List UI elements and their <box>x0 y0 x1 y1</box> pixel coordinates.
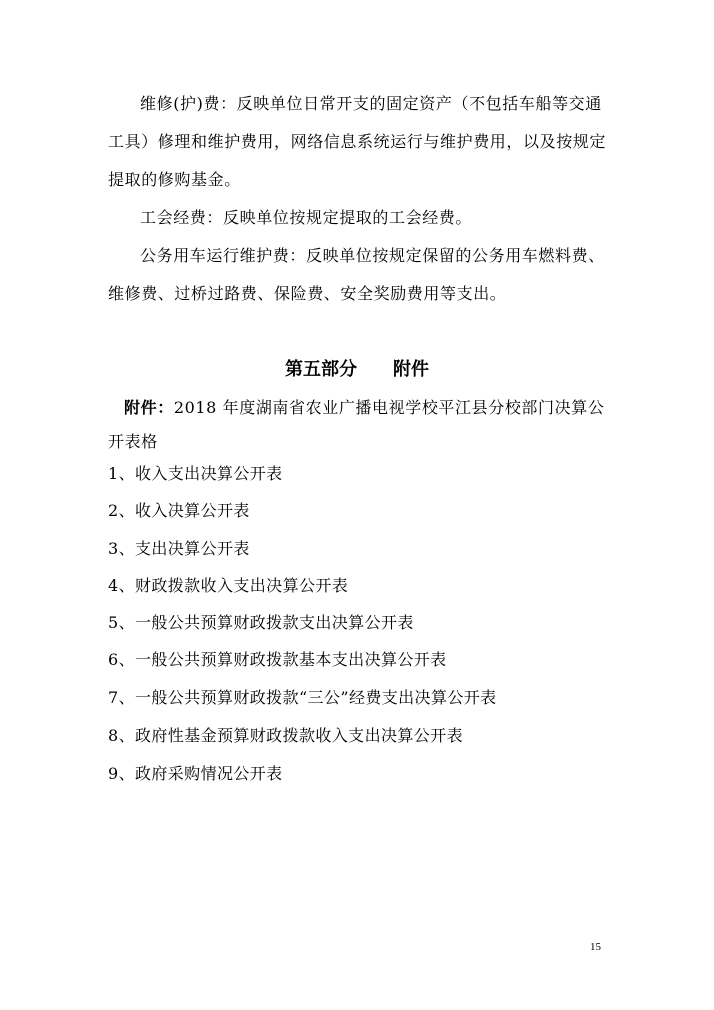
maintenance-paragraph-line-1: 维修(护)费：反映单位日常开支的固定资产（不包括车船等交通 <box>140 94 602 113</box>
list-item: 7、一般公共预算财政拨款“三公”经费支出决算公开表 <box>108 688 497 707</box>
maintenance-paragraph-line-3: 提取的修购基金。 <box>108 170 241 189</box>
list-item: 9、政府采购情况公开表 <box>108 764 283 783</box>
maintenance-paragraph-line-2: 工具）修理和维护费用，网络信息系统运行与维护费用，以及按规定 <box>108 132 607 151</box>
attachment-line-1 <box>124 398 604 418</box>
list-item: 5、一般公共预算财政拨款支出决算公开表 <box>108 613 414 632</box>
list-item: 2、收入决算公开表 <box>108 501 250 520</box>
list-item: 8、政府性基金预算财政拨款收入支出决算公开表 <box>108 726 463 745</box>
list-item: 4、财政拨款收入支出决算公开表 <box>108 576 349 595</box>
attachment-label: 附件： <box>124 398 174 417</box>
attachment-text-1: 2018 年度湖南省农业广播电视学校平江县分校部门决算公 <box>173 398 605 417</box>
vehicle-paragraph-line-1: 公务用车运行维护费：反映单位按规定保留的公务用车燃料费、 <box>140 246 605 265</box>
list-item: 3、支出决算公开表 <box>108 539 250 558</box>
section-title: 第五部分 附件 <box>285 359 429 380</box>
page-number: 15 <box>590 941 601 953</box>
list-item: 1、收入支出决算公开表 <box>108 464 283 483</box>
list-item: 6、一般公共预算财政拨款基本支出决算公开表 <box>108 650 447 669</box>
attachment-line-2: 开表格 <box>108 432 158 451</box>
vehicle-paragraph-line-2: 维修费、过桥过路费、保险费、安全奖励费用等支出。 <box>108 284 507 303</box>
union-paragraph-line-1: 工会经费：反映单位按规定提取的工会经费。 <box>140 208 473 227</box>
